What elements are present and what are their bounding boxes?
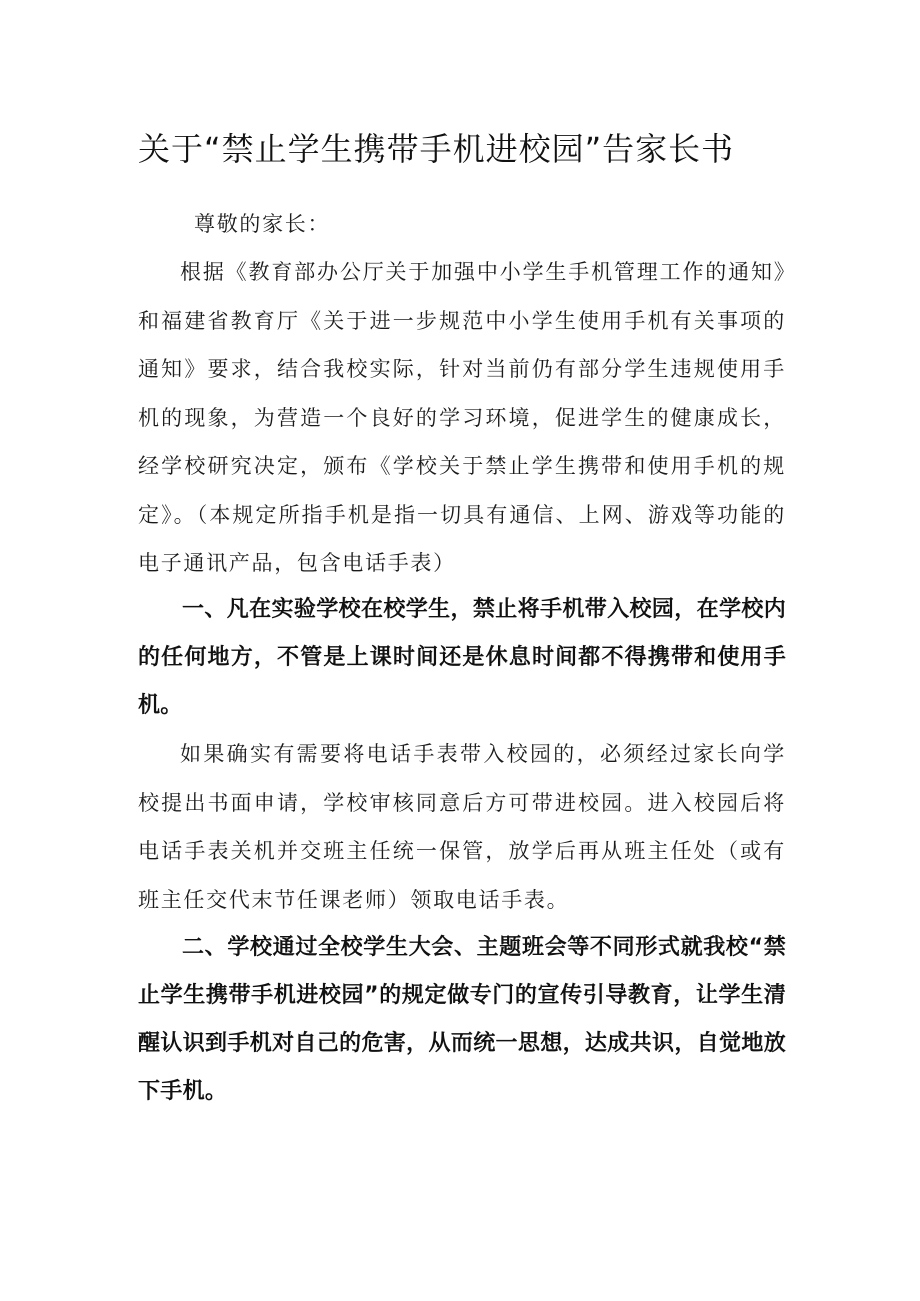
salutation: 尊敬的家长： bbox=[194, 212, 331, 236]
paragraph-rule-one: 一、凡在实验学校在校学生，禁止将手机带入校园，在学校内的任何地方，不管是上课时间还是休息时间都不得携带和使用手机。 bbox=[138, 597, 786, 718]
paragraph-intro: 根据《教育部办公厅关于加强中小学生手机管理工作的通知》和福建省教育厅《关于进一步规范中小学生使用手机有关事项的通知》要求，结合我校实际，针对当前仍有部分学生违规使用手机的现象，为营造一个良好的学习环境，促进学生的健康成长，经学校研究决定，颁布《学校关于禁止学生携带和使用手机的规定》。（本规定所指手机是指一切具有通信、上网、游戏等功能的电子通讯产品，包含电话手表） bbox=[138, 260, 786, 575]
paragraph-phone-watch: 如果确实有需要将电话手表带入校园的，必须经过家长向学校提出书面申请，学校审核同意后方可带进校园。进入校园后将电话手表关机并交班主任统一保管，放学后再从班主任处（或有班主任交代末节任课老师）领取电话手表。 bbox=[138, 742, 786, 912]
paragraph-rule-two: 二、学校通过全校学生大会、主题班会等不同形式就我校“禁止学生携带手机进校园”的规定做专门的宣传引导教育，让学生清醒认识到手机对自己的危害，从而统一思想，达成共识，自觉地放下手机。 bbox=[138, 935, 786, 1104]
document-title: 关于“禁止学生携带手机进校园”告家长书 bbox=[138, 130, 735, 168]
